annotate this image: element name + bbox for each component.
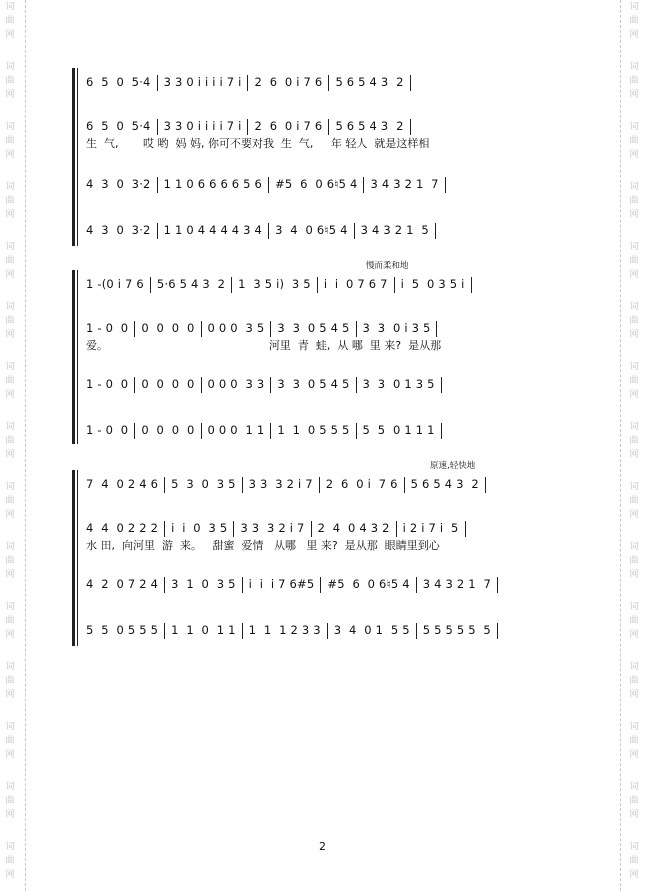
measure: 3 3 0 i i i i 7 i	[163, 75, 242, 89]
bar-line	[134, 423, 135, 439]
lyrics-line: 生 气, 哎 哟 妈 妈, 你可不要对我 生 气, 年 轻人 就是这样相	[86, 137, 430, 150]
bar-line	[201, 377, 202, 393]
measure: 7 4 0 2 4 6	[86, 477, 159, 491]
watermark-char: 词	[5, 782, 15, 792]
watermark-char: 词	[5, 542, 15, 552]
measure: 5 6 5 4 3 2	[335, 119, 404, 133]
measure: 0 0 0 3 3	[207, 377, 265, 391]
bar-line	[150, 277, 151, 293]
watermark-char: 曲	[5, 796, 15, 806]
bar-line	[157, 75, 158, 91]
watermark-char: 词	[629, 722, 639, 732]
watermark-char: 词	[5, 482, 15, 492]
measure: 4 3 0 3·2	[86, 223, 151, 237]
watermark-char: 曲	[5, 856, 15, 866]
system-brace	[72, 270, 75, 444]
watermark-char: 网	[629, 330, 639, 340]
watermark-char: 曲	[5, 676, 15, 686]
measure: 1 - 0 0	[86, 377, 129, 391]
measure: 3 3 0 5 4 5	[277, 377, 350, 391]
watermark-char: 词	[5, 362, 15, 372]
watermark-char: 网	[5, 510, 15, 520]
bar-line	[436, 321, 437, 337]
watermark-char: 曲	[5, 316, 15, 326]
watermark-char: 曲	[5, 556, 15, 566]
watermark-char: 词	[629, 662, 639, 672]
staff-row-1	[86, 72, 572, 92]
bar-line	[317, 277, 318, 293]
staff-row-1	[86, 474, 572, 494]
watermark-char: 网	[629, 570, 639, 580]
bar-line	[247, 75, 248, 91]
lyrics-line: 爱。 河里 青 蛙, 从 哪 里 来? 是从那	[86, 339, 442, 352]
watermark-char: 曲	[5, 736, 15, 746]
bar-line	[157, 223, 158, 239]
measure: 3 3 0 5 4 5	[277, 321, 350, 335]
bar-line	[356, 377, 357, 393]
bar-line	[201, 321, 202, 337]
staff-row-3	[86, 374, 572, 394]
watermark-char: 词	[5, 842, 15, 852]
watermark-char: 词	[5, 62, 15, 72]
watermark-char: 网	[629, 630, 639, 640]
bar-line	[465, 521, 466, 537]
watermark-char: 网	[629, 270, 639, 280]
watermark-char: 词	[629, 242, 639, 252]
bar-line	[328, 119, 329, 135]
watermark-char: 网	[5, 570, 15, 580]
watermark-char: 曲	[629, 796, 639, 806]
measure: 3 4 0 1 5 5	[333, 623, 410, 637]
bar-line	[396, 521, 397, 537]
measure: 0 0 0 0	[141, 423, 195, 437]
watermark-char: 曲	[629, 136, 639, 146]
tempo-marking: 原速,轻快地	[430, 461, 476, 471]
watermark-char: 网	[629, 510, 639, 520]
bar-line	[497, 577, 498, 593]
watermark-char: 曲	[5, 256, 15, 266]
watermark-char: 网	[629, 210, 639, 220]
measure: 1 1 0 4 4 4 4 3 4	[163, 223, 263, 237]
bar-line	[356, 423, 357, 439]
watermark-char: 网	[5, 450, 15, 460]
score-system-2	[72, 270, 572, 444]
watermark-char: 曲	[629, 616, 639, 626]
watermark-char: 词	[629, 842, 639, 852]
staff-row-1	[86, 274, 572, 294]
watermark-char: 曲	[629, 556, 639, 566]
watermark-char: 曲	[629, 316, 639, 326]
watermark-char: 词	[5, 662, 15, 672]
measure: 0 0 0 1 1	[207, 423, 265, 437]
measure: i i 0 3 5	[171, 521, 228, 535]
watermark-char: 网	[5, 330, 15, 340]
staff-row-4	[86, 420, 572, 440]
watermark-char: 曲	[629, 376, 639, 386]
watermark-char: 词	[629, 482, 639, 492]
system-brace-inner	[77, 270, 78, 444]
bar-line	[134, 377, 135, 393]
watermark-char: 曲	[629, 736, 639, 746]
watermark-char: 网	[629, 750, 639, 760]
watermark-char: 词	[5, 242, 15, 252]
watermark-char: 曲	[5, 496, 15, 506]
measure: i i 0 7 6 7	[323, 277, 388, 291]
watermark-char: 词	[629, 122, 639, 132]
watermark-char: 曲	[629, 196, 639, 206]
score-system-3	[72, 470, 572, 646]
measure: 5 6 5 4 3 2	[335, 75, 404, 89]
watermark-char: 网	[5, 30, 15, 40]
measure: 1 1 1 2 3 3	[248, 623, 321, 637]
watermark-char: 曲	[5, 376, 15, 386]
bar-line	[485, 477, 486, 493]
watermark-char: 曲	[629, 856, 639, 866]
measure: 1 1 0 5 5 5	[277, 423, 350, 437]
bar-line	[231, 277, 232, 293]
bar-line	[327, 623, 328, 639]
watermark-char: 曲	[5, 196, 15, 206]
left-margin-line	[25, 0, 26, 891]
bar-line	[270, 423, 271, 439]
measure: 1 - 0 0	[86, 321, 129, 335]
bar-line	[268, 177, 269, 193]
bar-line	[363, 177, 364, 193]
measure: 3 4 3 2 1 7	[422, 577, 492, 591]
measure: 1 - 0 0	[86, 423, 129, 437]
measure: 2 6 0 i 7 6	[325, 477, 398, 491]
staff-row-2	[86, 518, 572, 538]
tempo-marking: 慢而柔和地	[366, 261, 409, 271]
watermark-char: 网	[629, 390, 639, 400]
score-system-1	[72, 68, 572, 246]
bar-line	[445, 177, 446, 193]
watermark-char: 词	[629, 602, 639, 612]
watermark-char: 网	[5, 270, 15, 280]
watermark-char: 网	[5, 630, 15, 640]
measure: 2 6 0 i 7 6	[254, 75, 323, 89]
measure: 3 4 3 2 1 7	[370, 177, 439, 191]
measure: 6 5 0 5·4	[86, 119, 151, 133]
bar-line	[328, 75, 329, 91]
bar-line	[410, 75, 411, 91]
bar-line	[270, 321, 271, 337]
watermark-char: 曲	[629, 676, 639, 686]
watermark-char: 词	[5, 422, 15, 432]
watermark-char: 网	[629, 810, 639, 820]
measure: 0 0 0 3 5	[207, 321, 265, 335]
bar-line	[242, 623, 243, 639]
watermark-char: 曲	[629, 496, 639, 506]
measure: 4 4 0 2 2 2	[86, 521, 159, 535]
measure: 1 1 0 1 1	[171, 623, 236, 637]
measure: 3 4 0 6♮5 4	[275, 223, 348, 237]
page-number: 2	[319, 840, 326, 853]
watermark-char: 网	[629, 450, 639, 460]
bar-line	[233, 521, 234, 537]
bar-line	[157, 119, 158, 135]
bar-line	[268, 223, 269, 239]
watermark-char: 词	[5, 722, 15, 732]
system-brace	[72, 68, 75, 246]
measure: 3 3 3 2 i 7	[240, 521, 305, 535]
watermark-char: 词	[5, 122, 15, 132]
watermark-char: 网	[629, 690, 639, 700]
watermark-char: 词	[629, 2, 639, 12]
measure: 1 3 5 i) 3 5	[238, 277, 311, 291]
watermark-char: 词	[5, 2, 15, 12]
measure: i i i 7 6#5	[248, 577, 315, 591]
bar-line	[201, 423, 202, 439]
watermark-char: 曲	[5, 76, 15, 86]
bar-line	[404, 477, 405, 493]
watermark-char: 曲	[5, 436, 15, 446]
staff-row-4	[86, 620, 572, 640]
system-brace-inner	[77, 68, 78, 246]
measure: 3 3 0 i i i i 7 i	[163, 119, 242, 133]
bar-line	[394, 277, 395, 293]
bar-line	[164, 577, 165, 593]
bar-line	[164, 477, 165, 493]
watermark-char: 词	[5, 182, 15, 192]
watermark-char: 词	[629, 62, 639, 72]
measure: 2 6 0 i 7 6	[254, 119, 323, 133]
watermark-char: 词	[5, 602, 15, 612]
watermark-char: 曲	[629, 76, 639, 86]
watermark-char: 网	[629, 90, 639, 100]
measure: 1 -(0 i 7 6	[86, 277, 144, 291]
bar-line	[356, 321, 357, 337]
measure: 6 5 0 5·4	[86, 75, 151, 89]
measure: 4 2 0 7 2 4	[86, 577, 159, 591]
measure: #5 6 0 6♮5 4	[275, 177, 358, 191]
staff-row-3	[86, 174, 572, 194]
bar-line	[270, 377, 271, 393]
measure: 0 0 0 0	[141, 321, 195, 335]
measure: 3 3 0 1 3 5	[362, 377, 435, 391]
bar-line	[435, 223, 436, 239]
bar-line	[242, 577, 243, 593]
watermark-char: 网	[5, 870, 15, 880]
bar-line	[320, 577, 321, 593]
staff-row-4	[86, 220, 572, 240]
bar-line	[157, 177, 158, 193]
bar-line	[164, 521, 165, 537]
bar-line	[319, 477, 320, 493]
bar-line	[242, 477, 243, 493]
watermark-char: 词	[629, 182, 639, 192]
measure: 0 0 0 0	[141, 377, 195, 391]
bar-line	[416, 577, 417, 593]
bar-line	[416, 623, 417, 639]
measure: 3 4 3 2 1 5	[360, 223, 429, 237]
system-brace-inner	[77, 470, 78, 646]
right-margin-line	[620, 0, 621, 891]
watermark-char: 网	[629, 30, 639, 40]
measure: 3 3 0 i 3 5	[362, 321, 431, 335]
watermark-char: 曲	[5, 616, 15, 626]
bar-line	[311, 521, 312, 537]
measure: 5·6 5 4 3 2	[156, 277, 226, 291]
bar-line	[441, 377, 442, 393]
bar-line	[410, 119, 411, 135]
watermark-char: 网	[5, 690, 15, 700]
measure: 3 1 0 3 5	[171, 577, 236, 591]
measure: 5 5 0 5 5 5	[86, 623, 159, 637]
watermark-char: 曲	[5, 136, 15, 146]
watermark-char: 曲	[629, 436, 639, 446]
staff-row-2	[86, 318, 572, 338]
watermark-char: 曲	[5, 16, 15, 26]
measure: 5 5 0 1 1 1	[362, 423, 435, 437]
watermark-char: 网	[5, 750, 15, 760]
watermark-char: 词	[629, 542, 639, 552]
lyrics-line: 水 田, 向河里 游 来。 甜蜜 爱情 从哪 里 来? 是从那 眼睛里到心	[86, 539, 440, 552]
bar-line	[134, 321, 135, 337]
watermark-char: 曲	[629, 256, 639, 266]
watermark-char: 词	[629, 362, 639, 372]
watermark-char: 词	[629, 422, 639, 432]
watermark-char: 网	[5, 90, 15, 100]
measure: i 5 0 3 5 i	[400, 277, 465, 291]
bar-line	[497, 623, 498, 639]
watermark-char: 曲	[629, 16, 639, 26]
bar-line	[354, 223, 355, 239]
watermark-char: 网	[5, 150, 15, 160]
measure: 2 4 0 4 3 2	[317, 521, 390, 535]
watermark-char: 网	[5, 810, 15, 820]
bar-line	[247, 119, 248, 135]
measure: i 2 i 7 i 5	[402, 521, 459, 535]
measure: 3 3 3 2 i 7	[248, 477, 313, 491]
watermark-char: 词	[629, 782, 639, 792]
watermark-char: 网	[629, 150, 639, 160]
measure: 1 1 0 6 6 6 6 5 6	[163, 177, 263, 191]
bar-line	[164, 623, 165, 639]
staff-row-2	[86, 116, 572, 136]
measure: 5 3 0 3 5	[171, 477, 236, 491]
measure: 5 6 5 4 3 2	[410, 477, 479, 491]
measure: #5 6 0 6♮5 4	[327, 577, 410, 591]
system-brace	[72, 470, 75, 646]
bar-line	[471, 277, 472, 293]
measure: 5 5 5 5 5 5	[422, 623, 491, 637]
staff-row-3	[86, 574, 572, 594]
watermark-char: 词	[629, 302, 639, 312]
watermark-char: 词	[5, 302, 15, 312]
watermark-char: 网	[629, 870, 639, 880]
measure: 4 3 0 3·2	[86, 177, 151, 191]
watermark-char: 网	[5, 390, 15, 400]
watermark-char: 网	[5, 210, 15, 220]
bar-line	[441, 423, 442, 439]
